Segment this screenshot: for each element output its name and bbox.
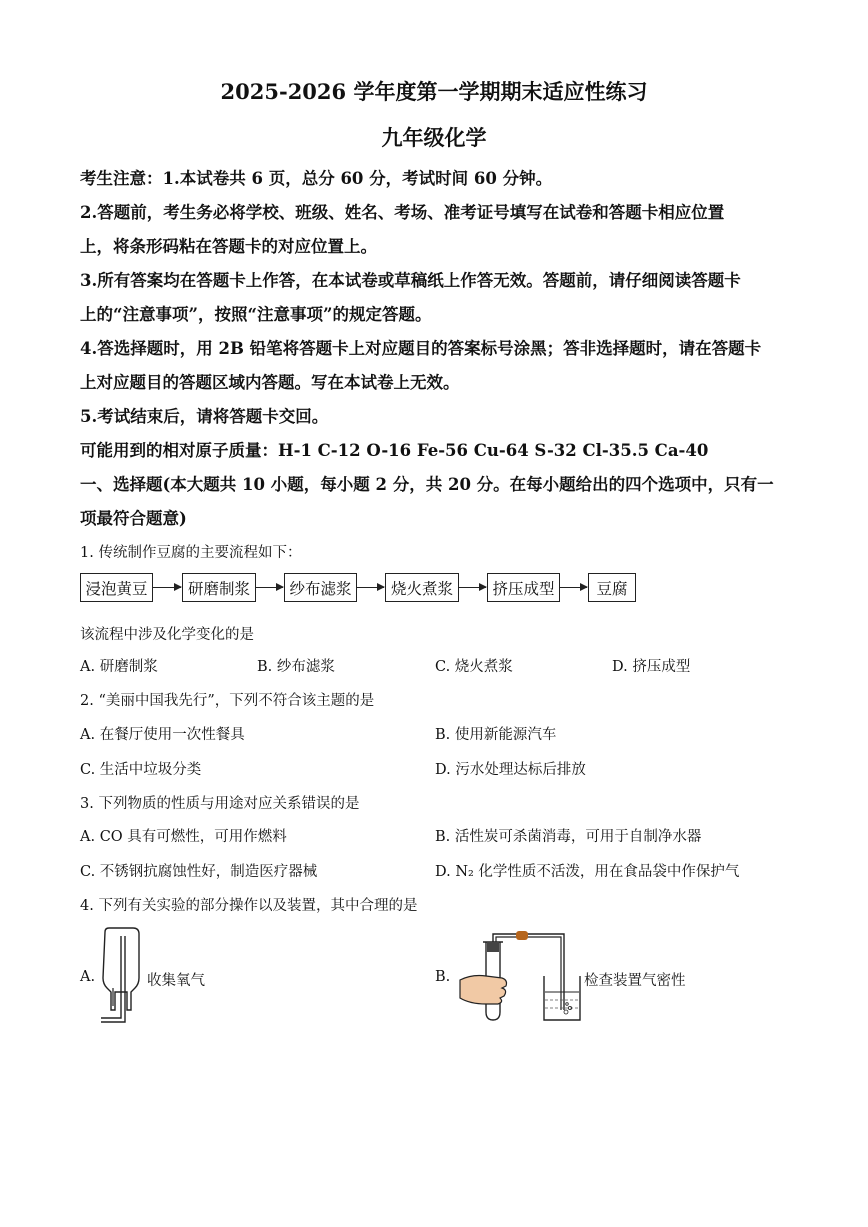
notice-line-5: 5.考试结束后，请将答题卡交回。 xyxy=(80,407,329,426)
notice-line-4a: 4.答选择题时，用 2B 铅笔将答题卡上对应题目的答案标号涂黑；答非选择题时，请在答题卡 xyxy=(80,339,762,358)
flow-step: 研磨制浆 xyxy=(182,573,256,602)
q2-option-c: C. 生活中垃圾分类 xyxy=(80,762,202,778)
flow-arrow xyxy=(256,587,283,588)
q4-option-a-label: 收集氧气 xyxy=(147,973,205,989)
flow-arrow xyxy=(459,587,486,588)
notice-line-4b: 上对应题目的答题区域内答题。写在本试卷上无效。 xyxy=(80,373,460,392)
q3-option-a: A. CO 具有可燃性，可用作燃料 xyxy=(80,829,287,845)
q1-option-c: C. 烧火煮浆 xyxy=(435,659,513,675)
flow-step: 烧火煮浆 xyxy=(385,573,459,602)
q4-option-a-letter: A. xyxy=(80,969,96,985)
flow-arrow xyxy=(560,587,587,588)
exam-title: 2025-2026 学年度第一学期期末适应性练习 xyxy=(220,79,648,104)
notice-line-2b: 上，将条形码粘在答题卡的对应位置上。 xyxy=(80,237,377,256)
q3-option-c: C. 不锈钢抗腐蚀性好，制造医疗器械 xyxy=(80,864,318,880)
q1-option-b: B. 纱布滤浆 xyxy=(257,659,335,675)
flow-arrow xyxy=(153,587,181,588)
q2-option-b: B. 使用新能源汽车 xyxy=(435,727,557,743)
section-heading-a: 一、选择题(本大题共 10 小题，每小题 2 分，共 20 分。在每小题给出的四个选项中，只有一 xyxy=(80,475,774,494)
flow-step: 挤压成型 xyxy=(487,573,560,602)
q3-option-b: B. 活性炭可杀菌消毒，可用于自制净水器 xyxy=(435,829,702,845)
q1-prompt: 该流程中涉及化学变化的是 xyxy=(80,627,254,643)
q2-option-d: D. 污水处理达标后排放 xyxy=(435,762,586,778)
atomic-masses: 可能用到的相对原子质量：H-1 C-12 O-16 Fe-56 Cu-64 S-32 Cl-35.5 Ca-40 xyxy=(80,441,709,460)
q2-option-a: A. 在餐厅使用一次性餐具 xyxy=(80,727,245,743)
notice-line-1: 考生注意：1.本试卷共 6 页，总分 60 分，考试时间 60 分钟。 xyxy=(80,169,553,188)
flow-step: 纱布滤浆 xyxy=(284,573,357,602)
section-heading-b: 项最符合题意) xyxy=(80,509,187,528)
flow-arrow xyxy=(357,587,384,588)
gas-bottle-collection-icon xyxy=(97,926,149,1024)
notice-line-3b: 上的“注意事项”，按照“注意事项”的规定答题。 xyxy=(80,305,432,324)
q4-option-b-letter: B. xyxy=(435,969,451,985)
airtightness-apparatus-icon xyxy=(456,928,584,1024)
q3-stem: 3. 下列物质的性质与用途对应关系错误的是 xyxy=(80,796,360,812)
flow-step: 豆腐 xyxy=(588,573,636,602)
notice-line-3a: 3.所有答案均在答题卡上作答，在本试卷或草稿纸上作答无效。答题前，请仔细阅读答题卡 xyxy=(80,271,741,290)
flow-step: 浸泡黄豆 xyxy=(80,573,153,602)
q2-stem: 2. “美丽中国我先行”，下列不符合该主题的是 xyxy=(80,693,375,709)
notice-line-2a: 2.答题前，考生务必将学校、班级、姓名、考场、准考证号填写在试卷和答题卡相应位置 xyxy=(80,203,725,222)
q1-stem: 1. 传统制作豆腐的主要流程如下： xyxy=(80,545,302,561)
q1-option-a: A. 研磨制浆 xyxy=(80,659,158,675)
q3-option-d: D. N₂ 化学性质不活泼，用在食品袋中作保护气 xyxy=(435,864,740,880)
exam-subtitle: 九年级化学 xyxy=(381,125,487,150)
q4-option-b-label: 检查装置气密性 xyxy=(584,973,686,989)
q1-option-d: D. 挤压成型 xyxy=(612,659,691,675)
q4-stem: 4. 下列有关实验的部分操作以及装置，其中合理的是 xyxy=(80,898,418,914)
